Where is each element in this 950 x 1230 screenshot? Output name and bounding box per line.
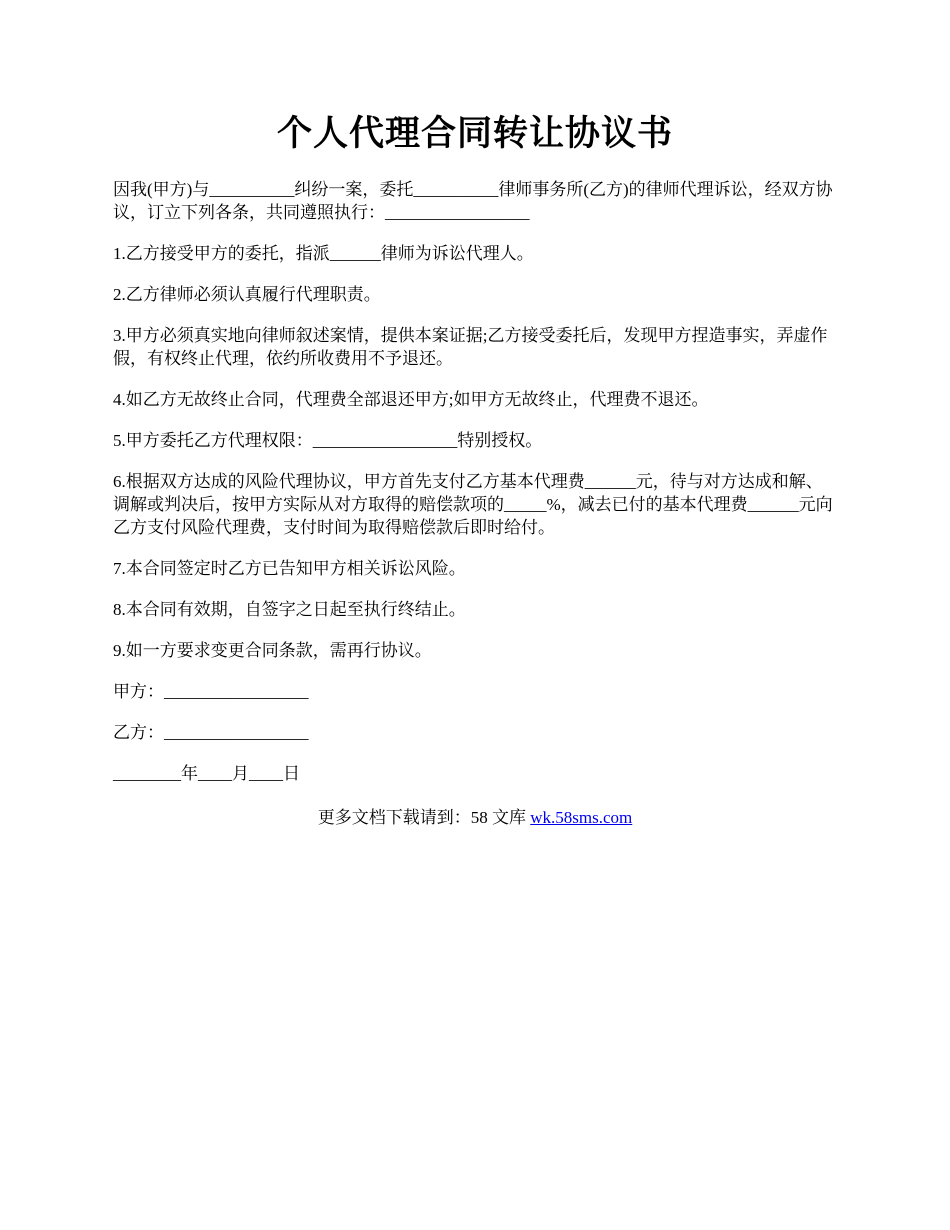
clause-2: 2.乙方律师必须认真履行代理职责。	[113, 285, 381, 304]
clause-3: 3.甲方必须真实地向律师叙述案情，提供本案证据;乙方接受委托后，发现甲方捏造事实，弄虚作假，有权终止代理，依约所收费用不予退还。	[113, 326, 828, 368]
date-line: ________年____月____日	[113, 764, 300, 783]
clause-5: 5.甲方委托乙方代理权限：_________________特别授权。	[113, 431, 543, 450]
footer-text: 更多文档下载请到：58 文库	[317, 808, 531, 827]
footer	[0, 806, 950, 829]
document-body	[113, 178, 838, 803]
intro-paragraph: 因我(甲方)与__________纠纷一案，委托__________律师事务所(乙方)的律师代理诉讼，经双方协议，订立下列各条，共同遵照执行：_________________	[113, 180, 833, 222]
clause-1: 1.乙方接受甲方的委托，指派______律师为诉讼代理人。	[113, 244, 534, 263]
clause-4: 4.如乙方无故终止合同，代理费全部退还甲方;如甲方无故终止，代理费不退还。	[113, 390, 709, 409]
clause-7: 7.本合同签定时乙方已告知甲方相关诉讼风险。	[113, 559, 466, 578]
footer-link[interactable]: wk.58sms.com	[530, 808, 633, 827]
document-title: 个人代理合同转让协议书	[276, 114, 673, 153]
clause-6: 6.根据双方达成的风险代理协议，甲方首先支付乙方基本代理费______元，待与对方达成和解、调解或判决后，按甲方实际从对方取得的赔偿款项的_____%，减去已付的基本代理费______元向乙方支付风险代理费，支付时间为取得赔偿款后即时给付。	[113, 472, 833, 537]
party-a-signature-line: 甲方：_________________	[113, 682, 309, 701]
clause-9: 9.如一方要求变更合同条款，需再行协议。	[113, 641, 432, 660]
clause-8: 8.本合同有效期，自签字之日起至执行终结止。	[113, 600, 466, 619]
party-b-signature-line: 乙方：_________________	[113, 723, 309, 742]
